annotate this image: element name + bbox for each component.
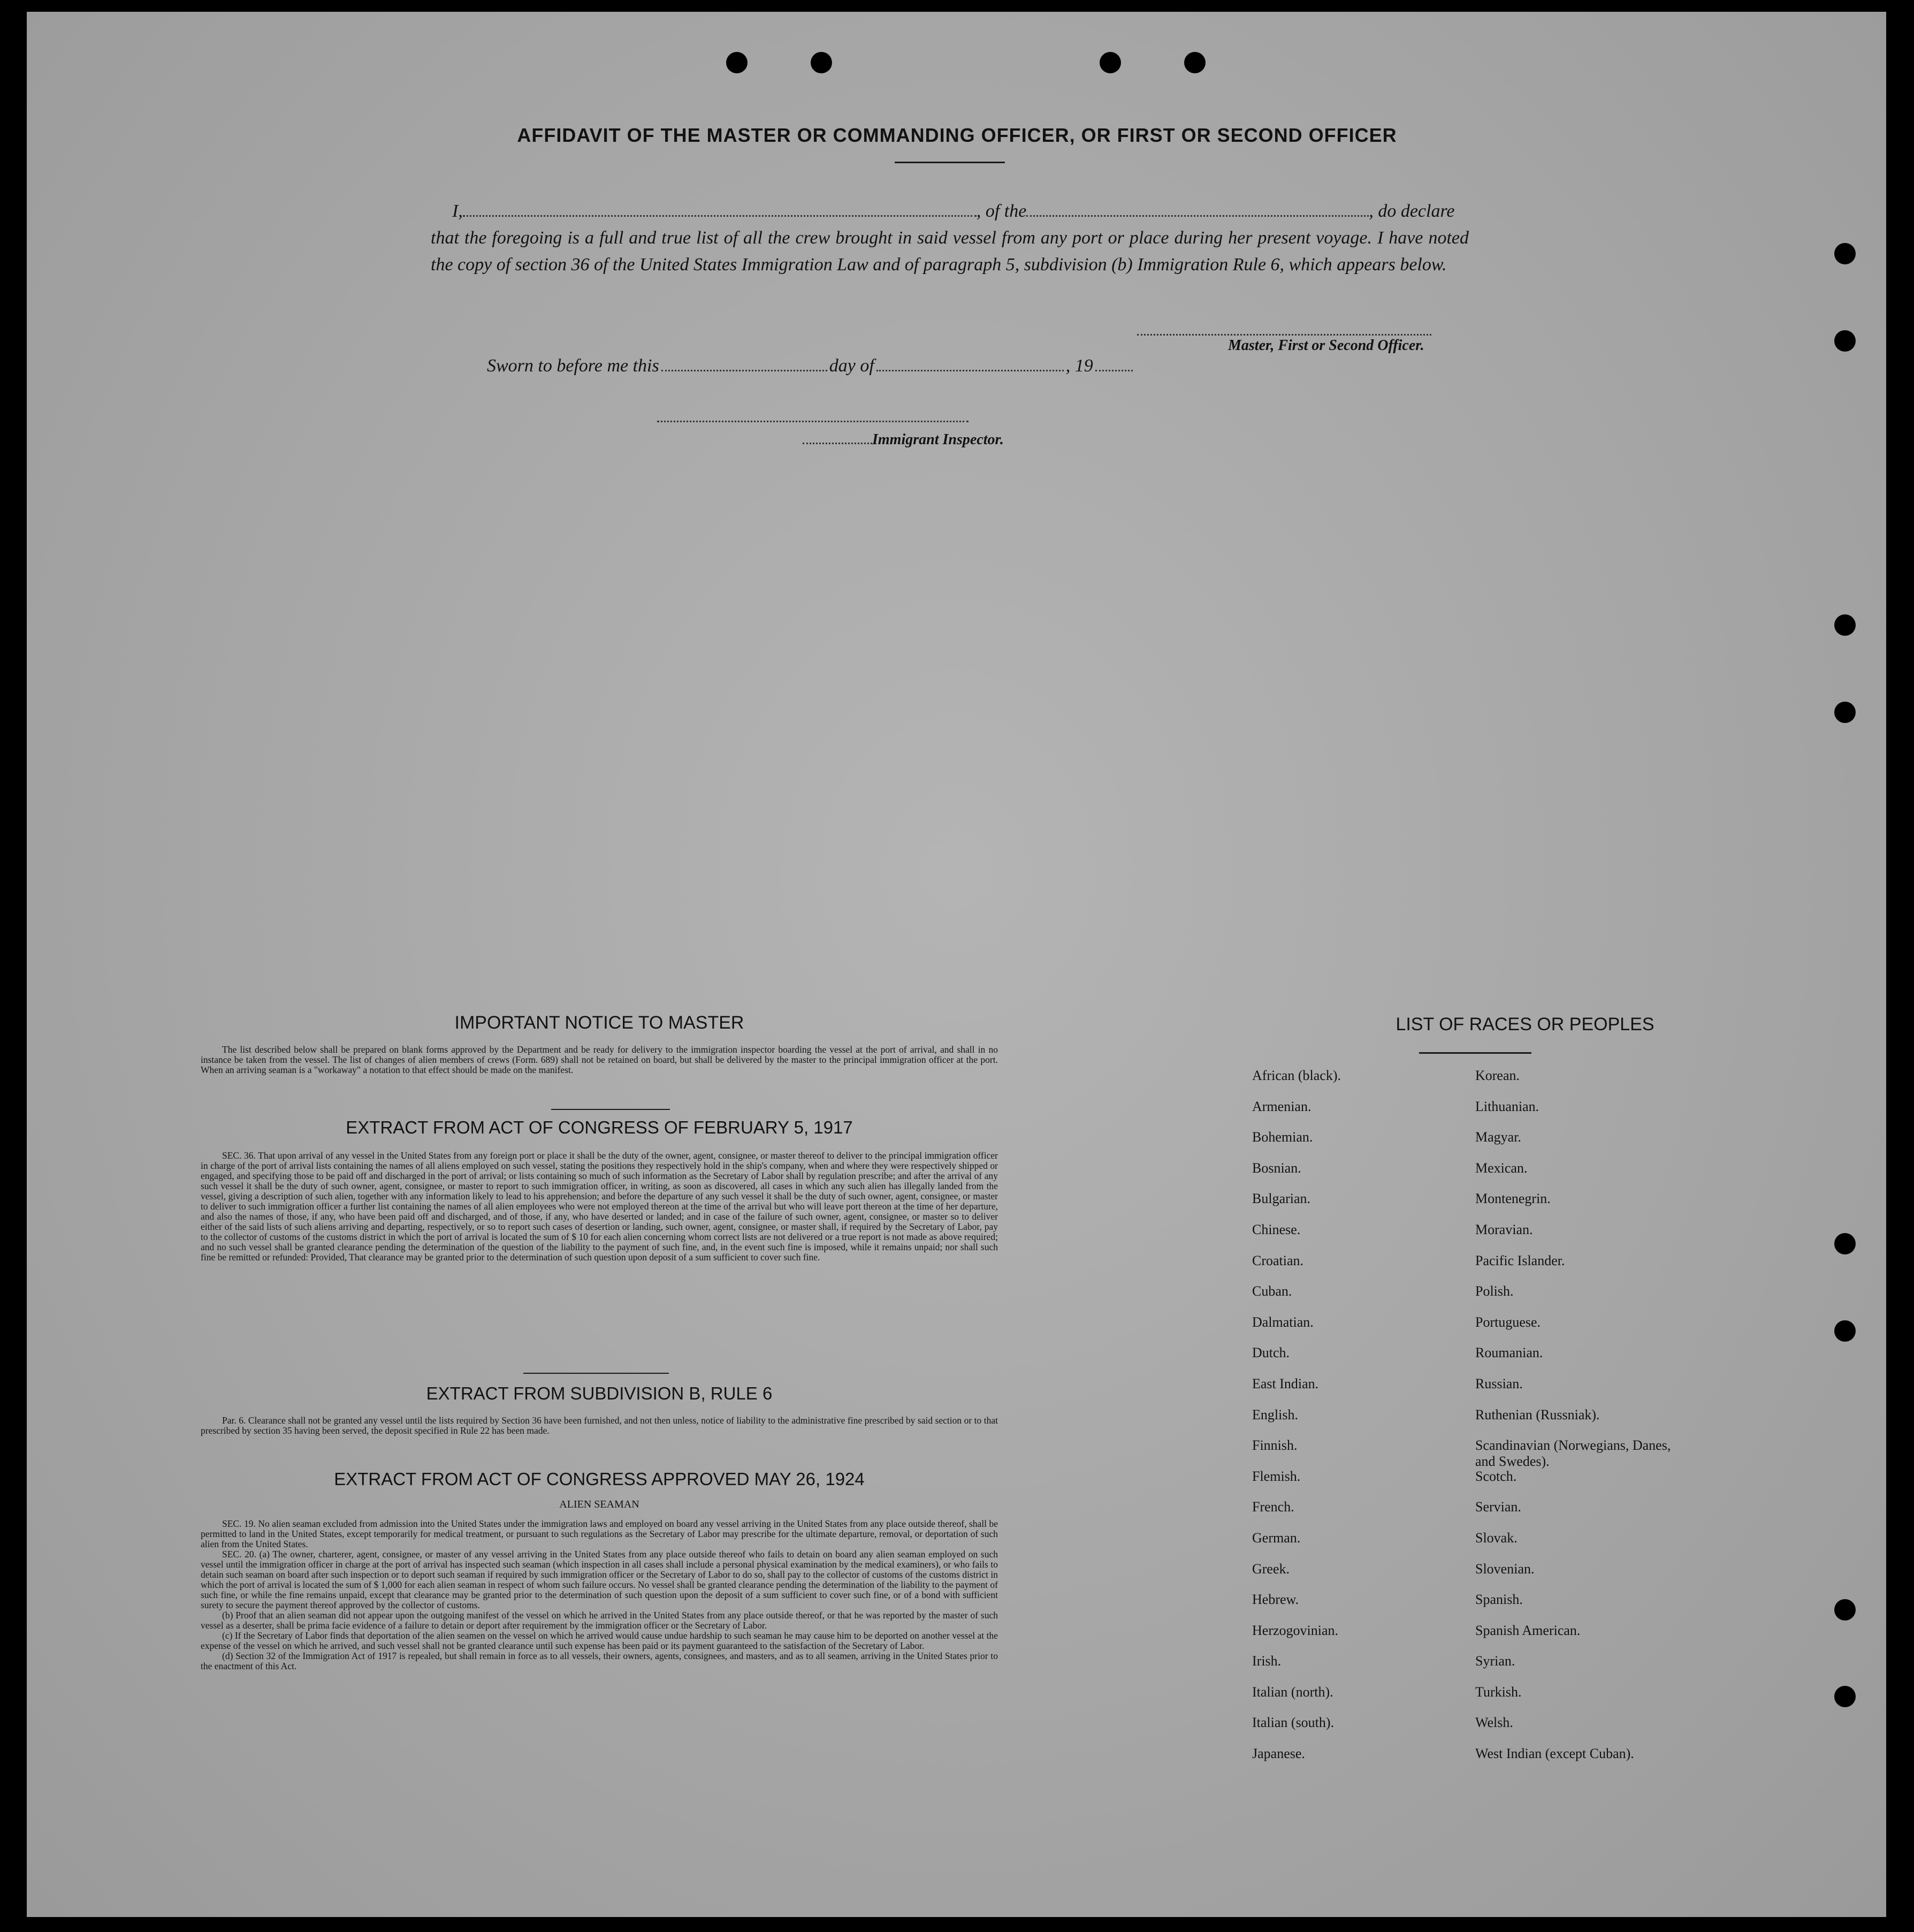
inspector-signature-line[interactable] <box>657 421 969 422</box>
race-item: Pacific Islander. <box>1475 1252 1565 1268</box>
section-19-paragraph: SEC. 19. No alien seaman excluded from admission into the United States under the immigration laws and employed on board any vessel arriving in the United States from any place outside thereof, shall be permitted to land in the United States, except temporarily for medical treatment, or pursuant to such regulations as the Secretary of Labor may prescribe for the ultimate departure, removal, or deportation of such alien from the United States. <box>201 1518 998 1549</box>
punch-hole <box>1834 330 1856 352</box>
race-item: German. <box>1252 1530 1301 1546</box>
rule-6-text <box>201 1416 998 1436</box>
punch-hole <box>1184 52 1206 73</box>
vessel-blank[interactable] <box>1026 215 1369 217</box>
declaration-i-label: I, <box>452 201 463 221</box>
section-20c-paragraph: (c) If the Secretary of Labor finds that deportation of the alien seamen on the vessel on which he arrived would cause undue hardship to such seaman he may cause him to be deported on another vessel at the expense of the vessel on which he arrived, and such vessel shall not be granted clearance until such expense has been paid or its payment guaranteed to the satisfaction of the Secretary of Labor. <box>201 1630 998 1651</box>
race-item: Mexican. <box>1475 1160 1528 1176</box>
divider <box>523 1373 669 1374</box>
divider <box>1419 1052 1531 1054</box>
race-item: Spanish. <box>1475 1592 1523 1608</box>
race-item: Irish. <box>1252 1653 1282 1669</box>
race-item: Moravian. <box>1475 1221 1533 1237</box>
race-item: Herzogovinian. <box>1252 1622 1339 1638</box>
race-item: Scotch. <box>1475 1468 1517 1484</box>
race-item: Turkish. <box>1475 1684 1522 1700</box>
race-item: Bosnian. <box>1252 1160 1301 1176</box>
master-signature-line[interactable] <box>1137 334 1431 336</box>
affidavit-declaration <box>431 198 1469 278</box>
race-item: Korean. <box>1475 1068 1520 1083</box>
paragraph-6: Par. 6. Clearance shall not be granted any vessel until the lists required by Section 36 have been furnished, and not then unless, notice of liability to the administrative fine prescribed by said section or to that prescribed by section 35 having been served, the deposit specified in Rule 22 has been made. <box>201 1415 998 1436</box>
race-item: East Indian. <box>1252 1375 1319 1391</box>
race-item: Magyar. <box>1475 1129 1521 1145</box>
races-column-2 <box>1475 1068 1689 1777</box>
race-item: Armenian. <box>1252 1098 1311 1114</box>
race-item: Spanish American. <box>1475 1622 1581 1638</box>
notice-paragraph: The list described below shall be prepared on blank forms approved by the Department and be ready for delivery to the immigration inspector boarding the vessel at the port of arrival, and shall in no instance be taken from the vessel. The list of changes of alien members of crews (Form. 689) shall not be retained on board, but shall be delivered by the master to the principal immigration officer at the port. When an arriving seaman is a "workaway" a notation to that effect should be made on the manifest. <box>201 1044 998 1075</box>
divider <box>895 162 1005 163</box>
race-item: Italian (north). <box>1252 1684 1333 1700</box>
extract-1924-title: EXTRACT FROM ACT OF CONGRESS APPROVED MAY 26, 1924 <box>334 1469 865 1489</box>
extract-1917-title: EXTRACT FROM ACT OF CONGRESS OF FEBRUARY 5, 1917 <box>346 1117 853 1137</box>
punch-hole <box>1834 1233 1856 1254</box>
race-item: Servian. <box>1475 1499 1521 1515</box>
section-20b-paragraph: (b) Proof that an alien seaman did not appear upon the outgoing manifest of the vessel on which he arrived in the United States from any place outside thereof, or that he was reported by the master of such vessel as a deserter, shall be prima facie evidence of a failure to detain or deport after requirement by the immigration officer or the Secretary of Labor. <box>201 1610 998 1631</box>
race-item: Welsh. <box>1475 1715 1513 1731</box>
race-item: West Indian (except Cuban). <box>1475 1746 1634 1762</box>
race-item: Finnish. <box>1252 1437 1298 1454</box>
punch-hole <box>1834 702 1856 723</box>
sworn-year-blank[interactable] <box>1095 369 1133 371</box>
notice-title: IMPORTANT NOTICE TO MASTER <box>454 1013 744 1033</box>
affidavit-title: AFFIDAVIT OF THE MASTER OR COMMANDING OFFICER, OR FIRST OR SECOND OFFICER <box>517 124 1397 146</box>
day-of-label: day of <box>829 356 874 376</box>
race-item: Chinese. <box>1252 1221 1301 1237</box>
race-item: Bulgarian. <box>1252 1191 1311 1207</box>
declaration-of-the-label: , of the <box>976 201 1027 221</box>
race-item: English. <box>1252 1406 1298 1423</box>
divider <box>551 1109 670 1110</box>
race-item: Flemish. <box>1252 1468 1301 1484</box>
declaration-do-declare-label: , do declare <box>1369 201 1455 221</box>
master-label: Master, First or Second Officer. <box>1228 337 1424 354</box>
race-item: Greek. <box>1252 1561 1290 1577</box>
race-item: Japanese. <box>1252 1746 1305 1762</box>
punch-hole <box>1100 52 1121 73</box>
race-item: Montenegrin. <box>1475 1191 1551 1207</box>
race-item: Lithuanian. <box>1475 1098 1539 1114</box>
inspector-line <box>803 431 1004 448</box>
race-item: Ruthenian (Russniak). <box>1475 1406 1600 1423</box>
punch-hole <box>1834 1320 1856 1342</box>
race-item: Croatian. <box>1252 1252 1304 1268</box>
section-20d-paragraph: (d) Section 32 of the Immigration Act of 1917 is repealed, but shall remain in force as to all vessels, their owners, agents, consignees, and masters, and as to all seamen, arriving in the United States prior to the enactment of this Act. <box>201 1650 998 1671</box>
race-item: Bohemian. <box>1252 1129 1313 1145</box>
race-item: Dalmatian. <box>1252 1314 1314 1330</box>
race-item: Scandinavian (Norwegians, Danes, and Swedes). <box>1475 1437 1671 1470</box>
race-item: Cuban. <box>1252 1283 1292 1299</box>
race-item: Russian. <box>1475 1375 1523 1391</box>
name-blank[interactable] <box>463 215 977 217</box>
punch-hole <box>811 52 832 73</box>
races-title: LIST OF RACES OR PEOPLES <box>1396 1014 1654 1035</box>
race-item: Roumanian. <box>1475 1345 1543 1361</box>
race-item: Portuguese. <box>1475 1314 1541 1330</box>
sworn-day-blank[interactable] <box>661 369 827 371</box>
punch-hole <box>726 52 748 73</box>
races-column-1 <box>1252 1068 1466 1777</box>
extract-1924-text <box>201 1519 998 1671</box>
race-item: French. <box>1252 1499 1294 1515</box>
race-item: African (black). <box>1252 1068 1341 1083</box>
race-item: Hebrew. <box>1252 1592 1299 1608</box>
year-label: , 19 <box>1065 356 1093 376</box>
race-item: Slovenian. <box>1475 1561 1535 1577</box>
inspector-blank[interactable] <box>803 442 872 444</box>
punch-hole <box>1834 614 1856 636</box>
inspector-label: Immigrant Inspector. <box>872 431 1004 448</box>
race-item: Polish. <box>1475 1283 1514 1299</box>
sworn-label: Sworn to before me this <box>487 356 659 376</box>
punch-hole <box>1834 243 1856 264</box>
declaration-body: that the foregoing is a full and true list of all the crew brought in said vessel from any port or place during her present voyage. I have noted the copy of section 36 of the United States Immigration Law and of paragraph 5, subdivision (b) Immigration Rule 6, which appears below. <box>431 228 1469 275</box>
race-item: Syrian. <box>1475 1653 1515 1669</box>
rule-6-title: EXTRACT FROM SUBDIVISION B, RULE 6 <box>426 1383 773 1403</box>
race-item: Dutch. <box>1252 1345 1290 1361</box>
punch-hole <box>1834 1686 1856 1707</box>
race-item: Slovak. <box>1475 1530 1518 1546</box>
punch-hole <box>1834 1599 1856 1621</box>
notice-text <box>201 1045 998 1075</box>
extract-1917-text <box>201 1151 998 1262</box>
section-36-paragraph: SEC. 36. That upon arrival of any vessel in the United States from any foreign port or place it shall be the duty of the owner, agent, consignee, or master thereof to deliver to the principal immigration officer in charge of the port of arrival lists containing the names of all aliens employed on such vessel, stating the positions they respectively hold in the ship's company, when and where they were respectively shipped or engaged, and specifying those to be paid off and discharged in the port of arrival; or lists containing so much of such information as the Secretary of Labor shall by regulation prescribe; and after the arrival of any such vessel it shall be the duty of such owner, agent, consignee, or master to report to such immigration officer, in writing, as soon as discovered, all cases in which any such alien has illegally landed from the vessel, giving a description of such alien, together with any information likely to lead to his apprehension; and before the departure of any such vessel it shall be the duty of such owner, agent, consignee, or master to deliver to such immigration officer a further list containing the names of all alien employees who were not employed thereon at the time of the arrival but who will leave port thereon at the time of her departure, and also the names of those, if any, who have been paid off and discharged, and of those, if any, who have deserted or landed; and in case of the failure of such owner, agent, consignee, or master so to deliver either of the said lists of such aliens arriving and departing, respectively, or so to report such cases of desertion or landing, such owner, agent, consignee, or master shall, if required by the Secretary of Labor, pay to the collector of customs of the customs district in which the port of arrival is located the sum of $ 10 for each alien concerning whom correct lists are not delivered or a true report is not made as above required; and no such vessel shall be granted clearance pending the determination of the question of the liability to the payment of such fine, and, in the event such fine is imposed, while it remains unpaid; nor shall such fine be remitted or refunded: Provided, That clearance may be granted prior to the determination of such question upon deposit of a sum sufficient to cover such fine. <box>201 1150 998 1262</box>
race-item: Italian (south). <box>1252 1715 1335 1731</box>
section-20a-paragraph: SEC. 20. (a) The owner, charterer, agent, consignee, or master of any vessel arriving in the United States from any place outside thereof who fails to detain on board any alien seaman employed on such vessel until the immigration officer in charge at the port of arrival has inspected such seaman (which inspection in all cases shall include a personal physical examination by the medical examiners), or who fails to detain such seaman on board after such inspection or to deport such seaman if required by such immigration officer or the Secretary of Labor to do so, shall pay to the collector of customs of the customs district in which the port of arrival is located the sum of $ 1,000 for each alien seaman in respect of whom such failure occurs. No vessel shall be granted clearance pending the determination of the liability to the payment of such fine, or while the fine remains unpaid, except that clearance may be granted prior to the determination of such question upon the deposit of a sum sufficient to cover such fine, or of a bond with sufficient surety to secure the payment thereof approved by the collector of customs. <box>201 1549 998 1610</box>
sworn-month-blank[interactable] <box>876 369 1064 371</box>
sworn-line <box>487 356 1133 376</box>
alien-seaman-heading: ALIEN SEAMAN <box>559 1499 639 1510</box>
